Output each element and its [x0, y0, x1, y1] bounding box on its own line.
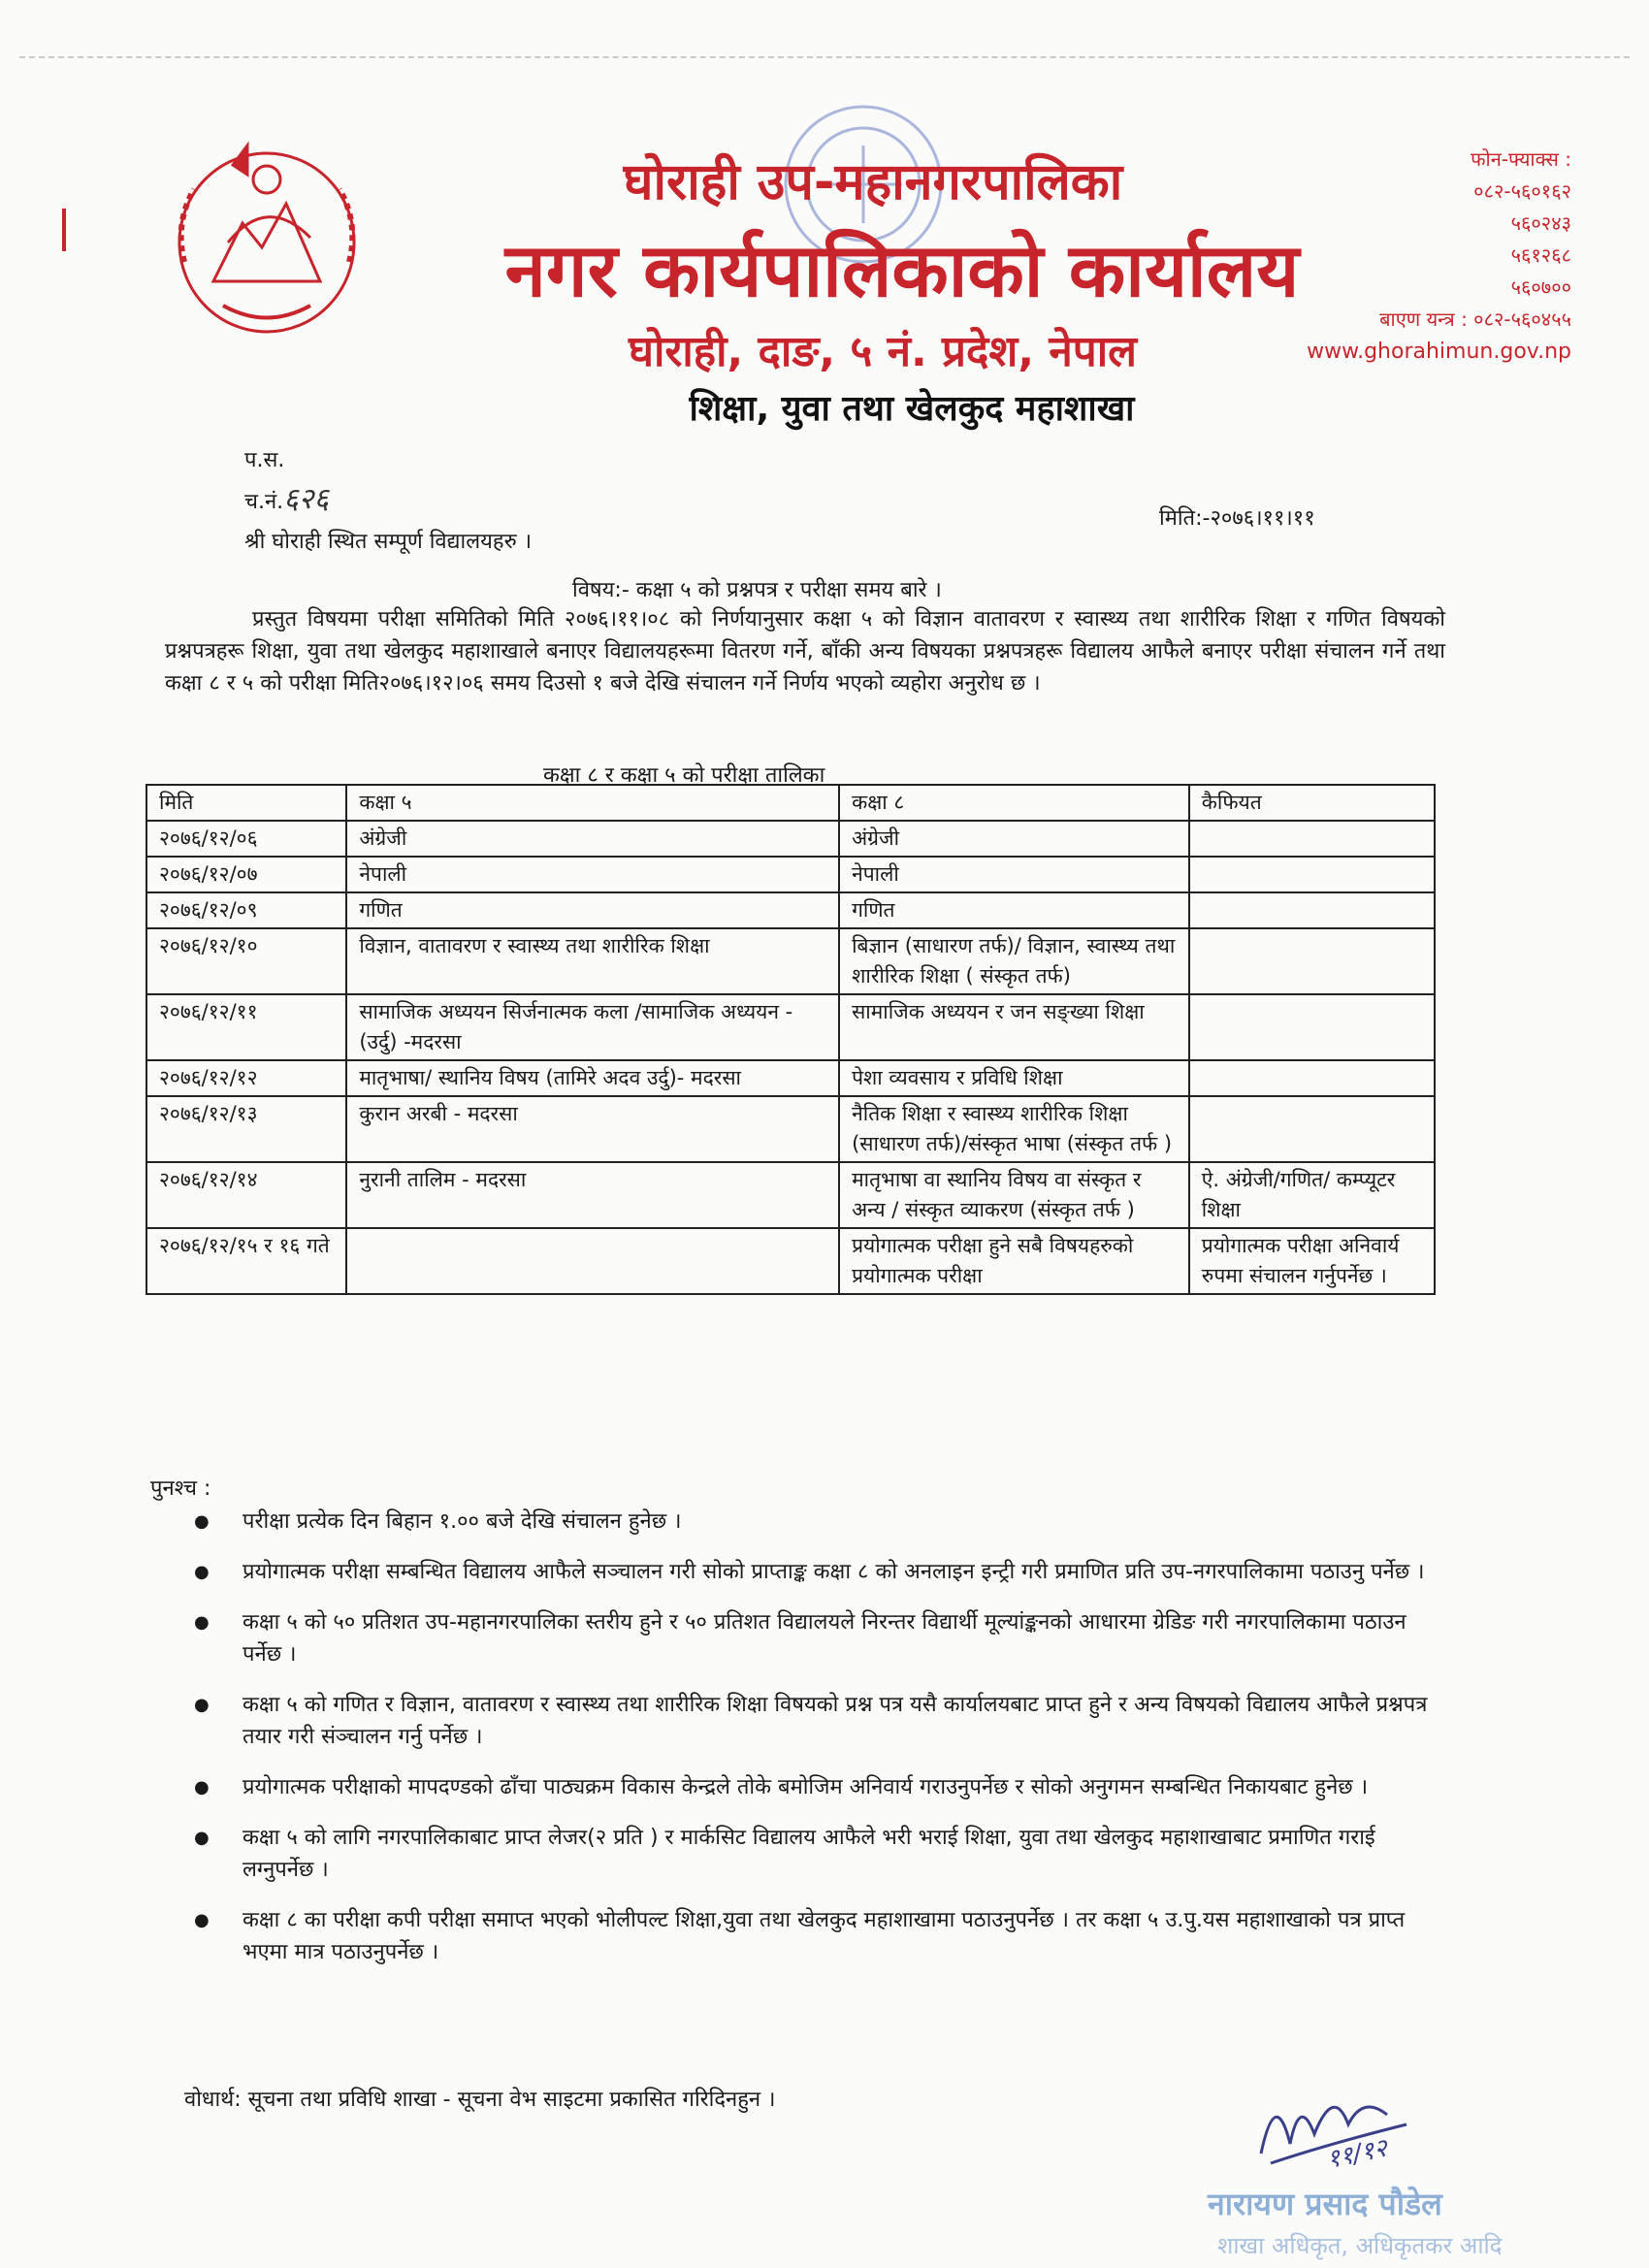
table-row [146, 928, 1435, 994]
postscript-item: ● प्रयोगात्मक परीक्षाको मापदण्डको ढाँचा पाठ्यक्रम विकास केन्द्रले तोके बमोजिम अनिवार्य गराउनुपर्नेछ र सोको अनुगमन सम्बन्धित निकायबाट हुनेछ । [194, 1771, 1445, 1803]
cell-remark [1189, 1060, 1435, 1096]
cell-date: २०७६/१२/०६ [146, 821, 346, 857]
postscript-title: पुनश्च : [150, 1476, 211, 1501]
wireless-number: बाएण यन्त्र : ०८२-५६०४५५ [1379, 308, 1571, 331]
cell-date: २०७६/१२/०९ [146, 892, 346, 928]
ps-label: प.स. [244, 448, 285, 472]
cn-handwritten: ६२६ [283, 482, 329, 516]
cell-date: २०७६/१२/१४ [146, 1162, 346, 1228]
signatory-title-stamp: शाखा अधिकृत, अधिकृतकर आदि [1217, 2232, 1503, 2259]
office-address: घोराही, दाङ, ५ नं. प्रदेश, नेपाल [628, 327, 1138, 376]
cell-class5: नुरानी तालिम - मदरसा [346, 1162, 839, 1228]
table-row [146, 821, 1435, 857]
cell-remark [1189, 821, 1435, 857]
cell-remark [1189, 857, 1435, 892]
table-row [146, 1162, 1435, 1228]
cell-class5: विज्ञान, वातावरण र स्वास्थ्य तथा शारीरिक शिक्षा [346, 928, 839, 994]
postscript-item: ● कक्षा ५ को ५० प्रतिशत उप-महानगरपालिका स्तरीय हुने र ५० प्रतिशत विद्यालयले निरन्तर विद्यार्थी मूल्यांङ्कनको आधारमा ग्रेडिङ गरी नगरपालिकामा पठाउन पर्नेछ । [194, 1606, 1445, 1670]
cell-class8: प्रयोगात्मक परीक्षा हुने सबै विषयहरुको प्रयोगात्मक परीक्षा [839, 1228, 1189, 1294]
table-header-row [146, 785, 1435, 821]
cell-class8: नेपाली [839, 857, 1189, 892]
division-name: शिक्षा, युवा तथा खेलकुद महाशाखा [689, 389, 1135, 429]
cell-class8: पेशा व्यवसाय र प्रविधि शिक्षा [839, 1060, 1189, 1096]
header-class5: कक्षा ५ [346, 785, 839, 821]
table-row [146, 994, 1435, 1060]
addressee: श्री घोराही स्थित सम्पूर्ण विद्यालयहरु । [244, 530, 533, 554]
cell-class5: गणित [346, 892, 839, 928]
cn-label: च.नं. [244, 490, 284, 514]
phone-4: ५६०७०० [1510, 275, 1571, 299]
header-class8: कक्षा ८ [839, 785, 1189, 821]
cc-line: वोधार्थ: सूचना तथा प्रविधि शाखा - सूचना वेभ साइटमा प्रकासित गरिदिनहुन । [184, 2088, 776, 2112]
website-link[interactable]: www.ghorahimun.gov.np [1307, 340, 1571, 364]
phone-3: ५६१२६८ [1510, 243, 1571, 267]
postscript-list [194, 1506, 1445, 1987]
cell-remark [1189, 892, 1435, 928]
table-row [146, 857, 1435, 892]
cell-date: २०७६/१२/११ [146, 994, 346, 1060]
cell-remark [1189, 1096, 1435, 1162]
postscript-item: ● कक्षा ५ को लागि नगरपालिकाबाट प्राप्त लेजर(२ प्रति ) र मार्कसिट विद्यालय आफैले भरी भराई शिक्षा, युवा तथा खेलकुद महाशाखाबाट प्रमाणित गराई लग्नुपर्नेछ । [194, 1822, 1445, 1886]
postscript-item: ● कक्षा ५ को गणित र विज्ञान, वातावरण र स्वास्थ्य तथा शारीरिक शिक्षा विषयको प्रश्न पत्र यसै कार्यालयबाट प्राप्त हुने र अन्य विषयको विद्यालय आफैले प्रश्नपत्र तयार गरी संञ्चालन गर्नु पर्नेछ । [194, 1689, 1445, 1753]
body-paragraph: प्रस्तुत विषयमा परीक्षा समितिको मिति २०७६।११।०८ को निर्णयानुसार कक्षा ५ को विज्ञान वातावरण र स्वास्थ्य तथा शारीरिक शिक्षा र गणित विषयको प्रश्नपत्रहरू शिक्षा, युवा तथा खेलकुद महाशाखाले बनाएर विद्यालयहरूमा वितरण गर्ने, बाँकी अन्य विषयका प्रश्नपत्रहरू विद्यालय आफैले बनाएर परीक्षा संचालन गर्ने तथा कक्षा ८ र ५ को परीक्षा मिति२०७६।१२।०६ समय दिउसो १ बजे देखि संचालन गर्ने निर्णय भएको व्यहोरा अनुरोध छ । [165, 607, 1445, 696]
subject-line: विषय:- कक्षा ५ को प्रश्नपत्र र परीक्षा समय बारे । [572, 578, 942, 602]
table-row [146, 1060, 1435, 1096]
cell-date: २०७६/१२/१० [146, 928, 346, 994]
phone-2: ५६०२४३ [1510, 211, 1571, 235]
header-date: मिति [146, 785, 346, 821]
postscript-item: ● परीक्षा प्रत्येक दिन बिहान १.०० बजे देखि संचालन हुनेछ । [194, 1506, 1445, 1538]
cell-class8: सामाजिक अध्ययन र जन सङ्ख्या शिक्षा [839, 994, 1189, 1060]
office-name: नगर कार्यपालिकाको कार्यालय [504, 227, 1300, 313]
cell-date: २०७६/१२/०७ [146, 857, 346, 892]
municipality-name: घोराही उप-महानगरपालिका [623, 153, 1123, 211]
contact-label: फोन-फ्याक्स : [1471, 147, 1571, 171]
cell-class8: गणित [839, 892, 1189, 928]
postscript-item: ● प्रयोगात्मक परीक्षा सम्बन्धित विद्यालय आफैले सञ्चालन गरी सोको प्राप्ताङ्क कक्षा ८ को अनलाइन इन्ट्री गरी प्रमाणित प्रति उप-नगरपालिकामा पठाउनु पर्नेछ । [194, 1556, 1445, 1588]
cell-class5: अंग्रेजी [346, 821, 839, 857]
postscript-item: ● कक्षा ८ का परीक्षा कपी परीक्षा समाप्त भएको भोलीपल्ट शिक्षा,युवा तथा खेलकुद महाशाखामा पठाउनुपर्नेछ । तर कक्षा ५ उ.पु.यस महाशाखाको पत्र प्राप्त भएमा मात्र पठाउनुपर्नेछ । [194, 1904, 1445, 1968]
nepal-emblem-logo [155, 136, 378, 344]
cell-remark [1189, 994, 1435, 1060]
cell-remark: ऐ. अंग्रेजी/गणित/ कम्प्यूटर शिक्षा [1189, 1162, 1435, 1228]
cell-class5: मातृभाषा/ स्थानिय विषय (तामिरे अदव उर्दु)- मदरसा [346, 1060, 839, 1096]
cell-date: २०७६/१२/१५ र १६ गते [146, 1228, 346, 1294]
table-caption: कक्षा ८ र कक्षा ५ को परीक्षा तालिका [543, 763, 825, 788]
left-margin-mark [62, 209, 66, 251]
cell-class8: बिज्ञान (साधारण तर्फ)/ विज्ञान, स्वास्थ्य तथा शारीरिक शिक्षा ( संस्कृत तर्फ) [839, 928, 1189, 994]
cell-class5: कुरान अरबी - मदरसा [346, 1096, 839, 1162]
signatory-name-stamp: नारायण प्रसाद पौडेल [1208, 2186, 1442, 2222]
table-row [146, 892, 1435, 928]
cell-class5: सामाजिक अध्ययन सिर्जनात्मक कला /सामाजिक अध्ययन -(उर्दु) -मदरसा [346, 994, 839, 1060]
cn-line [244, 477, 329, 517]
exam-schedule-table [146, 784, 1436, 1295]
cell-class8: मातृभाषा वा स्थानिय विषय वा संस्कृत र अन्य / संस्कृत व्याकरण (संस्कृत तर्फ ) [839, 1162, 1189, 1228]
cell-remark: प्रयोगात्मक परीक्षा अनिवार्य रुपमा संचालन गर्नुपर्नेछ । [1189, 1228, 1435, 1294]
cell-class8: नैतिक शिक्षा र स्वास्थ्य शारीरिक शिक्षा (साधारण तर्फ)/संस्कृत भाषा (संस्कृत तर्फ ) [839, 1096, 1189, 1162]
cell-class8: अंग्रेजी [839, 821, 1189, 857]
signature-date: ११/१२ [1324, 2133, 1390, 2175]
cell-remark [1189, 928, 1435, 994]
table-row [146, 1096, 1435, 1162]
cell-date: २०७६/१२/१३ [146, 1096, 346, 1162]
cell-class5: नेपाली [346, 857, 839, 892]
header-remarks: कैफियत [1189, 785, 1435, 821]
contact-block [1280, 144, 1571, 368]
table-row [146, 1228, 1435, 1294]
phone-1: ०८२-५६०१६२ [1473, 179, 1571, 203]
top-scan-line [19, 56, 1630, 58]
cell-date: २०७६/१२/१२ [146, 1060, 346, 1096]
letter-date: मिति:-२०७६।११।११ [1159, 506, 1315, 531]
handwritten-signature [1242, 2066, 1436, 2183]
cell-class5 [346, 1228, 839, 1294]
